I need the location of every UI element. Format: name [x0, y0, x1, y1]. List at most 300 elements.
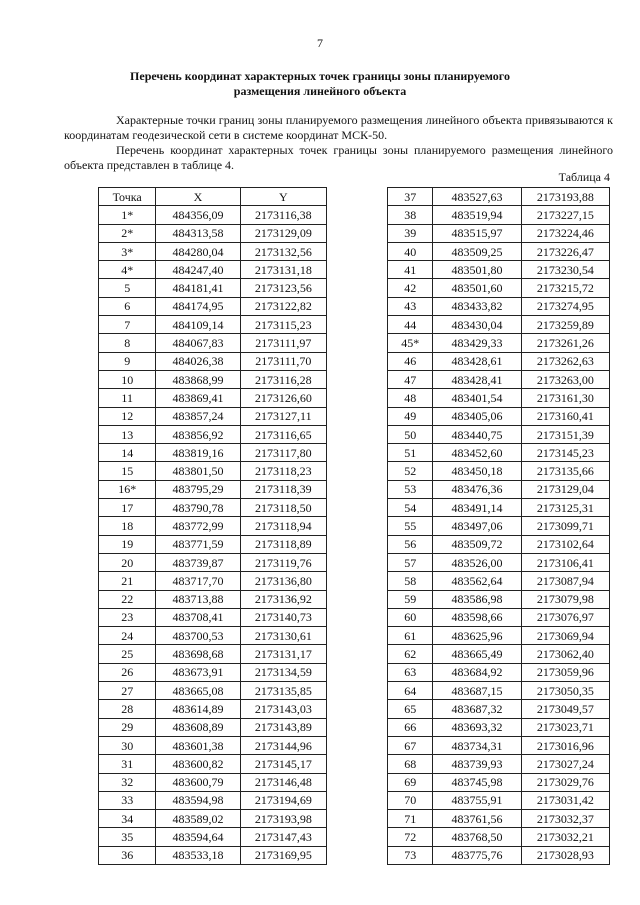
y-coordinate-cell: 2173136,92	[240, 590, 326, 608]
x-coordinate-cell: 483869,41	[156, 389, 240, 407]
y-coordinate-cell: 2173143,03	[240, 700, 326, 718]
table-row	[388, 206, 610, 224]
x-coordinate-cell: 483509,72	[433, 535, 521, 553]
y-coordinate-cell: 2173106,41	[521, 553, 609, 571]
point-number-cell: 19	[99, 535, 156, 553]
x-coordinate-cell: 483433,82	[433, 297, 521, 315]
table-row	[388, 810, 610, 828]
x-coordinate-cell: 483693,32	[433, 718, 521, 736]
point-number-cell: 3*	[99, 242, 156, 260]
y-coordinate-cell: 2173069,94	[521, 627, 609, 645]
y-coordinate-cell: 2173029,76	[521, 773, 609, 791]
table-row	[388, 755, 610, 773]
x-coordinate-cell: 483614,89	[156, 700, 240, 718]
x-coordinate-cell: 483594,98	[156, 791, 240, 809]
table-row	[388, 316, 610, 334]
y-coordinate-cell: 2173131,18	[240, 261, 326, 279]
y-coordinate-cell: 2173102,64	[521, 535, 609, 553]
table-row	[99, 755, 327, 773]
x-coordinate-cell: 483625,96	[433, 627, 521, 645]
point-number-cell: 53	[388, 480, 433, 498]
table-row	[388, 407, 610, 425]
table-row	[388, 517, 610, 535]
point-number-cell: 59	[388, 590, 433, 608]
x-coordinate-cell: 483430,04	[433, 316, 521, 334]
x-coordinate-cell: 483562,64	[433, 572, 521, 590]
point-number-cell: 6	[99, 297, 156, 315]
x-coordinate-cell: 483501,60	[433, 279, 521, 297]
point-number-cell: 66	[388, 718, 433, 736]
y-coordinate-cell: 2173132,56	[240, 242, 326, 260]
point-number-cell: 1*	[99, 206, 156, 224]
x-coordinate-cell: 483713,88	[156, 590, 240, 608]
x-coordinate-cell: 484109,14	[156, 316, 240, 334]
y-coordinate-cell: 2173161,30	[521, 389, 609, 407]
point-number-cell: 61	[388, 627, 433, 645]
x-coordinate-cell: 483717,70	[156, 572, 240, 590]
x-coordinate-cell: 483440,75	[433, 425, 521, 443]
table-row	[388, 352, 610, 370]
x-coordinate-cell: 483665,08	[156, 682, 240, 700]
table-row	[388, 462, 610, 480]
table-row	[388, 188, 610, 206]
y-coordinate-cell: 2173118,39	[240, 480, 326, 498]
point-number-cell: 8	[99, 334, 156, 352]
point-number-cell: 32	[99, 773, 156, 791]
header-point: Точка	[99, 188, 156, 206]
coordinates-table-right	[387, 187, 610, 865]
y-coordinate-cell: 2173118,89	[240, 535, 326, 553]
point-number-cell: 57	[388, 553, 433, 571]
x-coordinate-cell: 483526,00	[433, 553, 521, 571]
table-row	[99, 407, 327, 425]
y-coordinate-cell: 2173028,93	[521, 846, 609, 864]
point-number-cell: 43	[388, 297, 433, 315]
page-number: 7	[317, 36, 323, 50]
x-coordinate-cell: 483497,06	[433, 517, 521, 535]
table-row	[99, 572, 327, 590]
title-line-1: Перечень координат характерных точек границы зоны планируемого	[130, 69, 510, 83]
y-coordinate-cell: 2173123,56	[240, 279, 326, 297]
y-coordinate-cell: 2173118,23	[240, 462, 326, 480]
point-number-cell: 15	[99, 462, 156, 480]
y-coordinate-cell: 2173118,50	[240, 499, 326, 517]
point-number-cell: 40	[388, 242, 433, 260]
table-row	[99, 718, 327, 736]
table-row	[99, 242, 327, 260]
y-coordinate-cell: 2173111,97	[240, 334, 326, 352]
point-number-cell: 70	[388, 791, 433, 809]
point-number-cell: 9	[99, 352, 156, 370]
table-header-row	[99, 188, 327, 206]
table-row	[388, 279, 610, 297]
point-number-cell: 42	[388, 279, 433, 297]
point-number-cell: 54	[388, 499, 433, 517]
point-number-cell: 20	[99, 553, 156, 571]
x-coordinate-cell: 483739,87	[156, 553, 240, 571]
y-coordinate-cell: 2173016,96	[521, 736, 609, 754]
y-coordinate-cell: 2173059,96	[521, 663, 609, 681]
x-coordinate-cell: 483586,98	[433, 590, 521, 608]
right-table-body	[388, 188, 610, 865]
table-row	[99, 206, 327, 224]
y-coordinate-cell: 2173050,35	[521, 682, 609, 700]
point-number-cell: 28	[99, 700, 156, 718]
point-number-cell: 39	[388, 224, 433, 242]
table-row	[388, 791, 610, 809]
y-coordinate-cell: 2173146,48	[240, 773, 326, 791]
y-coordinate-cell: 2173116,65	[240, 425, 326, 443]
table-row	[388, 224, 610, 242]
x-coordinate-cell: 483739,93	[433, 755, 521, 773]
y-coordinate-cell: 2173145,23	[521, 444, 609, 462]
table-row	[388, 334, 610, 352]
point-number-cell: 10	[99, 370, 156, 388]
x-coordinate-cell: 483819,16	[156, 444, 240, 462]
y-coordinate-cell: 2173023,71	[521, 718, 609, 736]
y-coordinate-cell: 2173215,72	[521, 279, 609, 297]
paragraph-1: Характерные точки границ зоны планируемого размещения линейного объекта привязываются к координатам геодезической сети в системе координат МСК-50.	[64, 113, 613, 142]
point-number-cell: 31	[99, 755, 156, 773]
y-coordinate-cell: 2173230,54	[521, 261, 609, 279]
table-row	[388, 828, 610, 846]
y-coordinate-cell: 2173151,39	[521, 425, 609, 443]
x-coordinate-cell: 483527,63	[433, 188, 521, 206]
table-row	[99, 608, 327, 626]
table-caption: Таблица 4	[558, 170, 610, 184]
y-coordinate-cell: 2173127,11	[240, 407, 326, 425]
point-number-cell: 51	[388, 444, 433, 462]
table-row	[388, 261, 610, 279]
table-row	[99, 444, 327, 462]
y-coordinate-cell: 2173134,59	[240, 663, 326, 681]
table-row	[388, 645, 610, 663]
x-coordinate-cell: 484280,04	[156, 242, 240, 260]
y-coordinate-cell: 2173274,95	[521, 297, 609, 315]
point-number-cell: 2*	[99, 224, 156, 242]
table-row	[99, 535, 327, 553]
header-y: Y	[240, 188, 326, 206]
table-row	[99, 810, 327, 828]
point-number-cell: 68	[388, 755, 433, 773]
table-row	[99, 279, 327, 297]
x-coordinate-cell: 484174,95	[156, 297, 240, 315]
x-coordinate-cell: 483501,80	[433, 261, 521, 279]
table-row	[99, 663, 327, 681]
table-row	[388, 297, 610, 315]
table-row	[99, 334, 327, 352]
x-coordinate-cell: 483600,82	[156, 755, 240, 773]
x-coordinate-cell: 483868,99	[156, 370, 240, 388]
y-coordinate-cell: 2173193,88	[521, 188, 609, 206]
x-coordinate-cell: 483790,78	[156, 499, 240, 517]
x-coordinate-cell: 483533,18	[156, 846, 240, 864]
y-coordinate-cell: 2173118,94	[240, 517, 326, 535]
y-coordinate-cell: 2173079,98	[521, 590, 609, 608]
y-coordinate-cell: 2173116,28	[240, 370, 326, 388]
point-number-cell: 14	[99, 444, 156, 462]
y-coordinate-cell: 2173135,85	[240, 682, 326, 700]
paragraph-2: Перечень координат характерных точек границы зоны планируемого размещения линейного объекта представлен в таблице 4.	[64, 143, 613, 172]
y-coordinate-cell: 2173169,95	[240, 846, 326, 864]
point-number-cell: 35	[99, 828, 156, 846]
point-number-cell: 23	[99, 608, 156, 626]
x-coordinate-cell: 484026,38	[156, 352, 240, 370]
y-coordinate-cell: 2173263,00	[521, 370, 609, 388]
y-coordinate-cell: 2173227,15	[521, 206, 609, 224]
document-title	[90, 69, 550, 99]
x-coordinate-cell: 483745,98	[433, 773, 521, 791]
point-number-cell: 38	[388, 206, 433, 224]
point-number-cell: 11	[99, 389, 156, 407]
x-coordinate-cell: 483598,66	[433, 608, 521, 626]
header-x: X	[156, 188, 240, 206]
table-row	[99, 462, 327, 480]
point-number-cell: 26	[99, 663, 156, 681]
x-coordinate-cell: 483687,32	[433, 700, 521, 718]
table-row	[99, 352, 327, 370]
y-coordinate-cell: 2173032,21	[521, 828, 609, 846]
point-number-cell: 67	[388, 736, 433, 754]
point-number-cell: 65	[388, 700, 433, 718]
y-coordinate-cell: 2173117,80	[240, 444, 326, 462]
y-coordinate-cell: 2173193,98	[240, 810, 326, 828]
y-coordinate-cell: 2173131,17	[240, 645, 326, 663]
table-row	[388, 535, 610, 553]
x-coordinate-cell: 483698,68	[156, 645, 240, 663]
x-coordinate-cell: 483476,36	[433, 480, 521, 498]
x-coordinate-cell: 483687,15	[433, 682, 521, 700]
table-row	[99, 590, 327, 608]
y-coordinate-cell: 2173262,63	[521, 352, 609, 370]
y-coordinate-cell: 2173140,73	[240, 608, 326, 626]
x-coordinate-cell: 483429,33	[433, 334, 521, 352]
x-coordinate-cell: 483601,38	[156, 736, 240, 754]
x-coordinate-cell: 483795,29	[156, 480, 240, 498]
point-number-cell: 18	[99, 517, 156, 535]
x-coordinate-cell: 483768,50	[433, 828, 521, 846]
coordinates-table-left	[98, 187, 327, 865]
y-coordinate-cell: 2173136,80	[240, 572, 326, 590]
y-coordinate-cell: 2173145,17	[240, 755, 326, 773]
point-number-cell: 47	[388, 370, 433, 388]
x-coordinate-cell: 483608,89	[156, 718, 240, 736]
point-number-cell: 45*	[388, 334, 433, 352]
x-coordinate-cell: 483772,99	[156, 517, 240, 535]
y-coordinate-cell: 2173160,41	[521, 407, 609, 425]
y-coordinate-cell: 2173135,66	[521, 462, 609, 480]
x-coordinate-cell: 483801,50	[156, 462, 240, 480]
y-coordinate-cell: 2173076,97	[521, 608, 609, 626]
point-number-cell: 36	[99, 846, 156, 864]
table-row	[99, 627, 327, 645]
table-row	[99, 553, 327, 571]
table-row	[99, 499, 327, 517]
table-row	[388, 425, 610, 443]
table-row	[388, 444, 610, 462]
x-coordinate-cell: 483857,24	[156, 407, 240, 425]
point-number-cell: 62	[388, 645, 433, 663]
point-number-cell: 27	[99, 682, 156, 700]
x-coordinate-cell: 483428,41	[433, 370, 521, 388]
table-row	[99, 224, 327, 242]
point-number-cell: 29	[99, 718, 156, 736]
point-number-cell: 46	[388, 352, 433, 370]
table-row	[388, 773, 610, 791]
x-coordinate-cell: 483515,97	[433, 224, 521, 242]
y-coordinate-cell: 2173032,37	[521, 810, 609, 828]
x-coordinate-cell: 483771,59	[156, 535, 240, 553]
table-row	[99, 773, 327, 791]
point-number-cell: 71	[388, 810, 433, 828]
point-number-cell: 16*	[99, 480, 156, 498]
title-line-2: размещения линейного объекта	[233, 84, 407, 98]
y-coordinate-cell: 2173115,23	[240, 316, 326, 334]
x-coordinate-cell: 483428,61	[433, 352, 521, 370]
table-row	[99, 828, 327, 846]
y-coordinate-cell: 2173126,60	[240, 389, 326, 407]
x-coordinate-cell: 483405,06	[433, 407, 521, 425]
x-coordinate-cell: 483600,79	[156, 773, 240, 791]
x-coordinate-cell: 483761,56	[433, 810, 521, 828]
left-table-body	[99, 206, 327, 865]
x-coordinate-cell: 483734,31	[433, 736, 521, 754]
y-coordinate-cell: 2173261,26	[521, 334, 609, 352]
table-row	[388, 627, 610, 645]
x-coordinate-cell: 483708,41	[156, 608, 240, 626]
table-row	[99, 736, 327, 754]
point-number-cell: 64	[388, 682, 433, 700]
table-row	[99, 846, 327, 864]
y-coordinate-cell: 2173224,46	[521, 224, 609, 242]
table-row	[388, 682, 610, 700]
table-row	[99, 682, 327, 700]
x-coordinate-cell: 484181,41	[156, 279, 240, 297]
x-coordinate-cell: 483673,91	[156, 663, 240, 681]
x-coordinate-cell: 484247,40	[156, 261, 240, 279]
y-coordinate-cell: 2173259,89	[521, 316, 609, 334]
x-coordinate-cell: 483509,25	[433, 242, 521, 260]
point-number-cell: 63	[388, 663, 433, 681]
x-coordinate-cell: 483684,92	[433, 663, 521, 681]
point-number-cell: 4*	[99, 261, 156, 279]
point-number-cell: 72	[388, 828, 433, 846]
point-number-cell: 17	[99, 499, 156, 517]
table-row	[388, 700, 610, 718]
point-number-cell: 34	[99, 810, 156, 828]
table-row	[99, 261, 327, 279]
point-number-cell: 7	[99, 316, 156, 334]
point-number-cell: 24	[99, 627, 156, 645]
point-number-cell: 41	[388, 261, 433, 279]
y-coordinate-cell: 2173129,04	[521, 480, 609, 498]
x-coordinate-cell: 483775,76	[433, 846, 521, 864]
table-row	[388, 389, 610, 407]
point-number-cell: 13	[99, 425, 156, 443]
table-row	[388, 846, 610, 864]
point-number-cell: 73	[388, 846, 433, 864]
x-coordinate-cell: 484067,83	[156, 334, 240, 352]
point-number-cell: 58	[388, 572, 433, 590]
point-number-cell: 69	[388, 773, 433, 791]
y-coordinate-cell: 2173119,76	[240, 553, 326, 571]
x-coordinate-cell: 483452,60	[433, 444, 521, 462]
y-coordinate-cell: 2173147,43	[240, 828, 326, 846]
x-coordinate-cell: 483519,94	[433, 206, 521, 224]
point-number-cell: 56	[388, 535, 433, 553]
y-coordinate-cell: 2173111,70	[240, 352, 326, 370]
table-row	[388, 553, 610, 571]
table-row	[388, 718, 610, 736]
point-number-cell: 50	[388, 425, 433, 443]
y-coordinate-cell: 2173031,42	[521, 791, 609, 809]
table-row	[99, 316, 327, 334]
x-coordinate-cell: 483491,14	[433, 499, 521, 517]
x-coordinate-cell: 483594,64	[156, 828, 240, 846]
x-coordinate-cell: 484313,58	[156, 224, 240, 242]
y-coordinate-cell: 2173087,94	[521, 572, 609, 590]
table-row	[388, 608, 610, 626]
y-coordinate-cell: 2173194,69	[240, 791, 326, 809]
table-row	[99, 425, 327, 443]
point-number-cell: 21	[99, 572, 156, 590]
point-number-cell: 37	[388, 188, 433, 206]
y-coordinate-cell: 2173122,82	[240, 297, 326, 315]
x-coordinate-cell: 483401,54	[433, 389, 521, 407]
table-row	[388, 499, 610, 517]
y-coordinate-cell: 2173062,40	[521, 645, 609, 663]
table-row	[388, 736, 610, 754]
y-coordinate-cell: 2173144,96	[240, 736, 326, 754]
table-row	[388, 480, 610, 498]
table-row	[99, 700, 327, 718]
x-coordinate-cell: 483755,91	[433, 791, 521, 809]
y-coordinate-cell: 2173099,71	[521, 517, 609, 535]
y-coordinate-cell: 2173027,24	[521, 755, 609, 773]
point-number-cell: 52	[388, 462, 433, 480]
table-row	[388, 242, 610, 260]
table-row	[99, 480, 327, 498]
y-coordinate-cell: 2173125,31	[521, 499, 609, 517]
table-row	[99, 297, 327, 315]
table-row	[388, 590, 610, 608]
point-number-cell: 25	[99, 645, 156, 663]
table-row	[99, 645, 327, 663]
x-coordinate-cell: 483589,02	[156, 810, 240, 828]
y-coordinate-cell: 2173143,89	[240, 718, 326, 736]
table-row	[388, 663, 610, 681]
point-number-cell: 5	[99, 279, 156, 297]
point-number-cell: 55	[388, 517, 433, 535]
point-number-cell: 33	[99, 791, 156, 809]
table-row	[99, 370, 327, 388]
y-coordinate-cell: 2173116,38	[240, 206, 326, 224]
x-coordinate-cell: 483856,92	[156, 425, 240, 443]
x-coordinate-cell: 483450,18	[433, 462, 521, 480]
y-coordinate-cell: 2173049,57	[521, 700, 609, 718]
table-row	[388, 370, 610, 388]
point-number-cell: 60	[388, 608, 433, 626]
x-coordinate-cell: 483665,49	[433, 645, 521, 663]
x-coordinate-cell: 484356,09	[156, 206, 240, 224]
table-row	[99, 517, 327, 535]
point-number-cell: 48	[388, 389, 433, 407]
table-row	[99, 791, 327, 809]
table-row	[99, 389, 327, 407]
x-coordinate-cell: 483700,53	[156, 627, 240, 645]
y-coordinate-cell: 2173226,47	[521, 242, 609, 260]
table-row	[388, 572, 610, 590]
